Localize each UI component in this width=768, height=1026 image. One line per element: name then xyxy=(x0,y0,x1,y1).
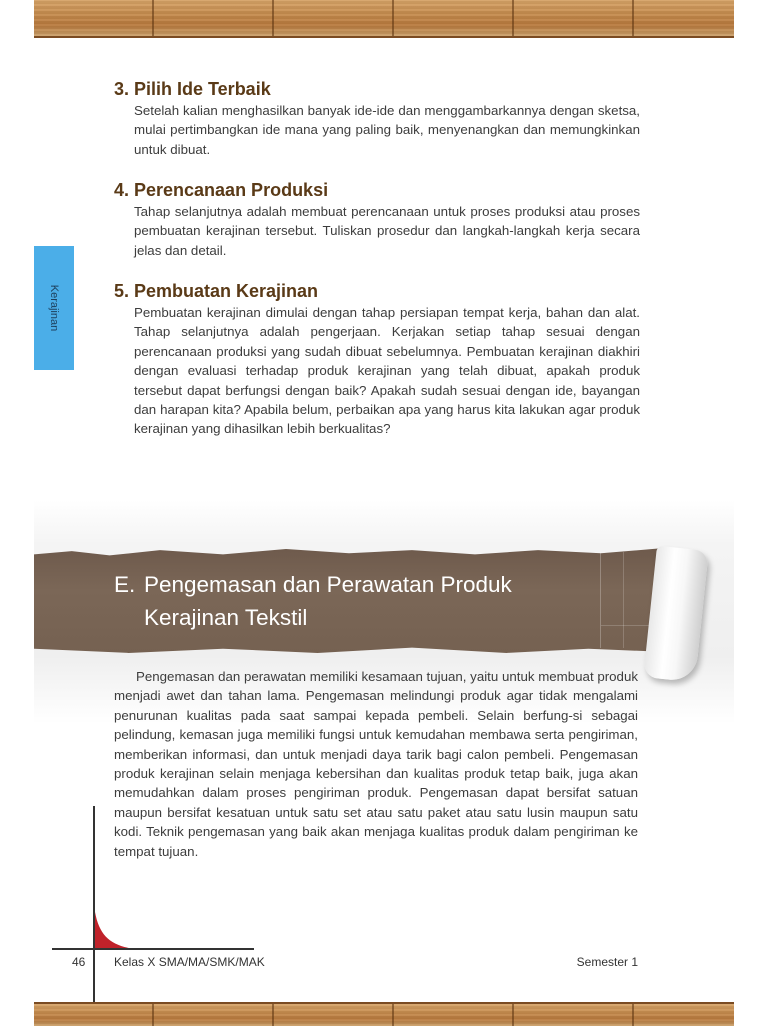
footer-vertical-rule xyxy=(93,806,95,1002)
section-title xyxy=(114,78,640,100)
section-body: Tahap selanjutnya adalah membuat perencanaan untuk proses produksi atau proses pembuatan kerajinan tersebut. Tuliskan prosedur dan langkah-langkah kerja secara jelas dan detail. xyxy=(134,204,640,258)
section-number: 5. xyxy=(114,281,130,301)
footer-semester: Semester 1 xyxy=(576,955,638,969)
section-title-text: Pilih Ide Terbaik xyxy=(134,79,271,99)
section-number: 4. xyxy=(114,180,130,200)
section-4 xyxy=(114,179,640,260)
section-body: Pembuatan kerajinan dimulai dengan tahap persiapan tempat kerja, bahan dan alat. Tahap selanjutnya adalah pengerjaan. Kerjakan setiap tahap sesuai dengan perencanaan produksi yang sudah dibuat sebelumnya. Pembuatan kerajinan diakhiri dengan evaluasi terhadap produk kerajinan yang telah dibuat, apakah produk tersebut dapat berfungsi dengan baik? Apakah sudah sesuai dengan ide, bayangan dan harapan kita? Apabila belum, perbaikan apa yang harus kita lakukan agar produk kerajinan yang dihasilkan lebih berkualitas? xyxy=(134,305,640,437)
section-title xyxy=(114,280,640,302)
banner-title xyxy=(114,568,614,634)
wood-header-strip xyxy=(34,0,734,38)
page-number: 46 xyxy=(72,955,86,969)
section-5 xyxy=(114,280,640,439)
banner-title-line1: Pengemasan dan Perawatan Produk xyxy=(144,572,512,597)
section-title xyxy=(114,179,640,201)
side-tab-label: Kerajinan xyxy=(48,284,60,332)
footer-book-title: Kelas X SMA/MA/SMK/MAK xyxy=(114,955,265,969)
banner-letter: E. xyxy=(114,572,136,597)
red-corner-decoration xyxy=(95,912,129,948)
body-paragraph: Pengemasan dan perawatan memiliki kesamaan tujuan, yaitu untuk membuat produk menjadi awet dan tahan lama. Pengemasan melindungi produk agar tidak mengalami penurunan kualitas pada saat sampai kepada pembeli. Selain berfung-si sebagai pelindung, kemasan juga memiliki fungsi untuk kemudahan membawa serta pengiriman, memberikan informasi, dan untuk menjadi daya tarik bagi calon pembeli. Pengemasan produk kerajinan selain menjaga kebersihan dan kualitas produk tetap baik, juga akan memudahkan dalam proses pengiriman produk. Pengemasan dapat bersifat satuan maupun bersifat kesatuan untuk satu set atau satu paket atau satu lusin maupun satu kodi. Teknik pengemasan yang baik akan menjaga kualitas produk dalam pengiriman ke tempat tujuan. xyxy=(114,669,638,859)
section-title-text: Pembuatan Kerajinan xyxy=(134,281,319,301)
section-title-text: Perencanaan Produksi xyxy=(134,180,329,200)
section-3 xyxy=(114,78,640,159)
wood-footer-strip xyxy=(34,1002,734,1026)
section-number: 3. xyxy=(114,79,130,99)
banner-title-line2: Kerajinan Tekstil xyxy=(144,605,308,630)
section-body: Setelah kalian menghasilkan banyak ide-ide dan menggambarkannya dengan sketsa, mulai pertimbangkan ide mana yang paling baik, menyenangkan dan memungkinkan untuk dibuat. xyxy=(134,103,640,157)
footer-rule xyxy=(52,948,254,950)
side-tab xyxy=(34,246,74,370)
